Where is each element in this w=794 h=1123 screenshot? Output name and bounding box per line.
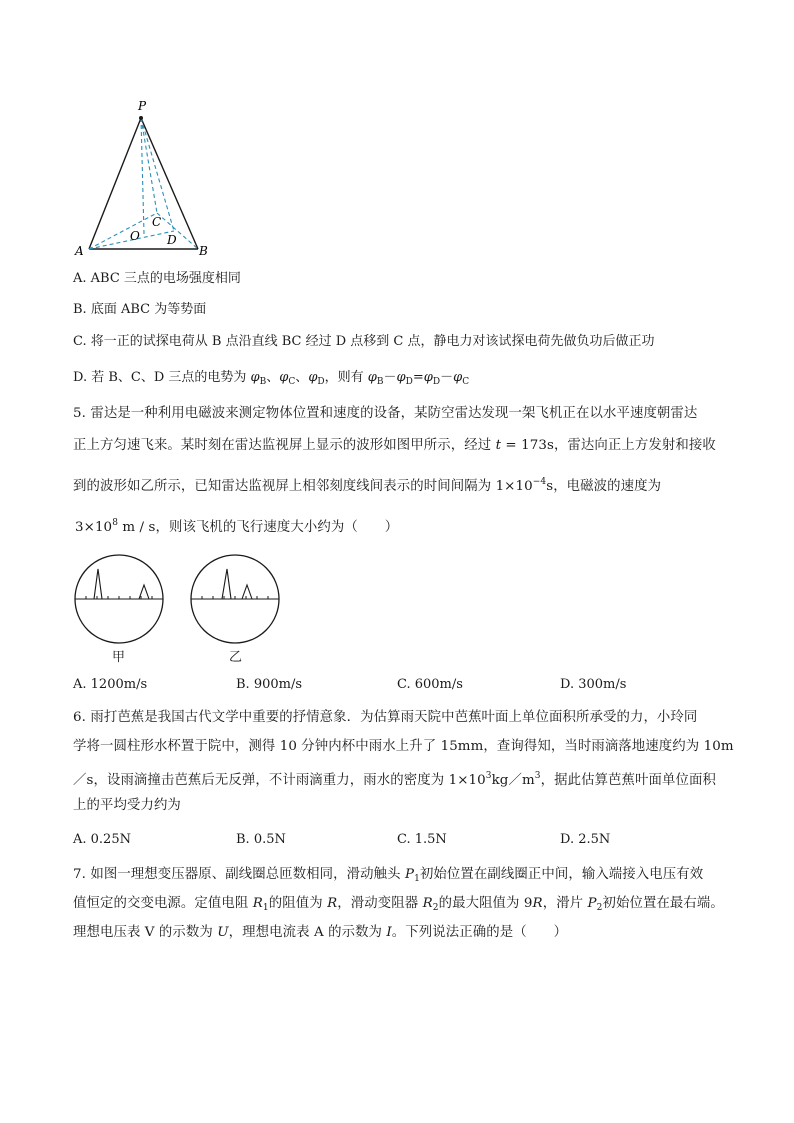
q5-t-val: = 173s	[501, 438, 554, 453]
p2-sub: 2	[596, 903, 603, 913]
q7-l2-pre: 值恒定的交变电源。定值电阻	[73, 896, 253, 911]
q6-line-1: 6. 雨打芭蕉是我国古代文学中重要的抒情意象．为估算雨天院中芭蕉叶面上单位面积所承受的力，小玲同	[73, 710, 698, 725]
q5-line-2	[73, 437, 716, 455]
q5-l4-post: m / s，则该飞机的飞行速度大小约为（ ）	[118, 520, 399, 535]
pyramid-figure	[70, 95, 220, 265]
q6-option-d: D. 2.5N	[560, 832, 611, 847]
label-B: B	[199, 244, 208, 258]
q5-option-c: C. 600m/s	[397, 677, 463, 692]
q6-option-a: A. 0.25N	[73, 832, 131, 847]
r1-var: R	[252, 896, 263, 911]
sep-2: 、	[295, 370, 309, 385]
sub-d: D	[317, 377, 325, 387]
u-var: U	[217, 925, 229, 940]
emit-pulse-yi	[222, 569, 231, 599]
sub-d2: D	[405, 377, 413, 387]
phi-b2: φ	[367, 370, 377, 385]
r1-sub: 1	[262, 903, 269, 913]
q5-l2-pre: 正上方匀速飞来。某时刻在雷达监视屏上显示的波形如图甲所示，经过	[73, 438, 496, 453]
q5-line-1: 5. 雷达是一种利用电磁波来测定物体位置和速度的设备，某防空雷达发现一架飞机正在以水平速度朝雷达	[73, 406, 698, 421]
q7-l2-mid2: ，滑动变阻器	[337, 896, 423, 911]
q4-d-mid: ，则有	[324, 370, 368, 385]
q5-option-a: A. 1200m/s	[73, 677, 148, 692]
minus-1: －	[383, 370, 397, 385]
r2-sub: 2	[432, 903, 439, 913]
echo-pulse-yi	[242, 585, 252, 599]
q6-option-c: C. 1.5N	[397, 832, 447, 847]
q7-l2-post: 初始位置在最右端。	[602, 896, 724, 911]
phi-c2: φ	[453, 370, 463, 385]
label-A: A	[75, 244, 84, 258]
q4-option-c: C. 将一正的试探电荷从 B 点沿直线 BC 经过 D 点移到 C 点，静电力对该试探电荷先做负功后做正功	[73, 334, 655, 349]
i-var: I	[386, 925, 392, 940]
q6-l3-mid: kg／m	[491, 773, 535, 788]
label-O: O	[130, 229, 140, 243]
sub-c2: C	[462, 377, 470, 387]
p2-var: P	[587, 896, 597, 911]
q4-d-pre: D. 若 B、C、D 三点的电势为	[73, 370, 251, 385]
q6-l3-post: ，据此估算芭蕉叶面单位面积	[540, 773, 716, 788]
sub-b2: B	[376, 377, 384, 387]
q6-line-2: 学将一圆柱形水杯置于院中，测得 10 分钟内杯中雨水上升了 15mm，查询得知，当时雨滴落地速度约为 10m	[73, 739, 734, 754]
label-P: P	[138, 99, 147, 113]
q7-l2-mid3: 的最大阻值为 9	[438, 896, 533, 911]
q6-l3-exp: 3	[485, 771, 492, 781]
r-var: R	[327, 896, 338, 911]
q5-l3-post: s，电磁波的速度为	[546, 479, 662, 494]
q5-l3-exp: −4	[532, 477, 547, 487]
q7-line-1	[73, 866, 703, 888]
equals: =	[412, 370, 424, 385]
q5-line-4	[75, 514, 398, 537]
q7-l1-post: 初始位置在副线圈正中间，输入端接入电压有效	[419, 867, 704, 882]
q5-option-b: B. 900m/s	[236, 677, 303, 692]
label-yi: 乙	[229, 650, 243, 665]
q4-option-d	[73, 369, 469, 391]
p1-sub: 1	[414, 874, 420, 884]
edge-PB	[141, 118, 198, 249]
r2-var: R	[422, 896, 433, 911]
vertex-P-dot	[139, 116, 143, 120]
q7-l3-post: 。下列说法正确的是（ ）	[391, 925, 568, 940]
phi-d: φ	[308, 370, 318, 385]
q7-line-3	[73, 924, 567, 942]
sub-b: B	[259, 377, 267, 387]
q7-l2-mid1: 的阻值为	[268, 896, 328, 911]
q7-l1-pre: 7. 如图一理想变压器原、副线圈总匝数相同，滑动触头	[73, 867, 405, 882]
phi-d2: φ	[396, 370, 406, 385]
q4-option-a: A. ABC 三点的电场强度相同	[73, 271, 241, 286]
q6-l3-exp2: 3	[534, 771, 541, 781]
q5-line-3	[73, 473, 661, 496]
q5-l4-exp: 8	[112, 518, 119, 528]
q7-l2-mid4: ，滑片	[542, 896, 588, 911]
edge-AC	[89, 213, 157, 249]
q7-line-2	[73, 895, 724, 917]
edge-CB	[157, 213, 198, 249]
q5-l3-pre: 到的波形如乙所示，已知雷达监视屏上相邻刻度线间表示的时间间隔为 1×10	[73, 479, 533, 494]
label-D: D	[167, 233, 177, 247]
sub-d3: D	[432, 377, 441, 387]
emit-pulse-jia	[94, 569, 102, 599]
q7-l3-pre: 理想电压表 V 的示数为	[73, 925, 218, 940]
q7-l3-mid: ，理想电流表 A 的示数为	[228, 925, 387, 940]
radar-figure-jia	[72, 553, 170, 647]
q4-option-b: B. 底面 ABC 为等势面	[73, 302, 207, 317]
sub-c: C	[288, 377, 296, 387]
sep-1: 、	[266, 370, 280, 385]
q6-line-3	[73, 767, 716, 790]
q5-t-var: t	[495, 438, 502, 453]
p1-var: P	[404, 867, 415, 882]
label-jia: 甲	[112, 650, 126, 665]
q5-option-d: D. 300m/s	[560, 677, 627, 692]
phi-d3: φ	[423, 370, 433, 385]
radar-figure-yi	[188, 553, 286, 647]
q5-l4-pre: 3×10	[75, 520, 113, 535]
q6-l3-pre: ／s，设雨滴撞击芭蕉后无反弹，不计雨滴重力，雨水的密度为 1×10	[73, 773, 486, 788]
phi-c: φ	[279, 370, 289, 385]
minus-2: －	[440, 370, 454, 385]
r-var-2: R	[532, 896, 543, 911]
q5-l2-post: ，雷达向正上方发射和接收	[553, 438, 716, 453]
q6-option-b: B. 0.5N	[236, 832, 286, 847]
q6-line-4: 上的平均受力约为	[73, 798, 181, 813]
phi-b: φ	[250, 370, 260, 385]
label-C: C	[152, 215, 162, 229]
